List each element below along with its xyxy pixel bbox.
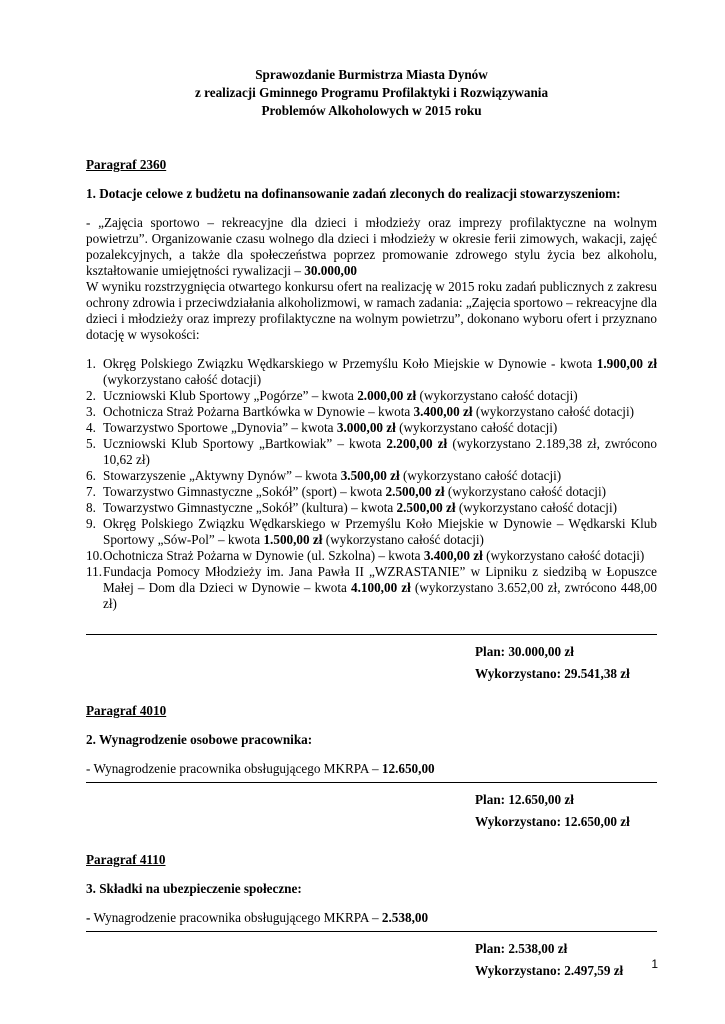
grant-list-item xyxy=(86,420,657,436)
grant-item-status: (wykorzystano całość dotacji) xyxy=(395,420,558,435)
grant-item-amount: 3.500,00 zł xyxy=(340,468,400,483)
grant-item-number: 7. xyxy=(86,484,96,499)
grant-item-amount: 3.000,00 zł xyxy=(336,420,396,435)
paragraf-4010-label: Paragraf 4010 xyxy=(86,703,167,718)
grant-item-text: Okręg Polskiego Związku Wędkarskiego w Przemyślu Koło Miejskie w Dynowie - kwota xyxy=(103,356,597,371)
section-1-result: W wyniku rozstrzygnięcia otwartego konkursu ofert na realizację w 2015 roku zadań publicznych z zakresu ochrony zdrowia i przeciwdziałania alkoholizmowi, w ramach zadania: „Zajęcia sportowo – rekreacyjne dla dzieci i młodzieży oraz imprezy profilaktyczne na wolnym powietrzu”, dokonano wyboru ofert i przyznano dotację w wysokości: xyxy=(86,279,657,342)
grant-item-number: 2. xyxy=(86,388,96,403)
grant-list-item xyxy=(86,404,657,420)
grant-list-item xyxy=(86,388,657,404)
section-3-heading: 3. Składki na ubezpieczenie społeczne: xyxy=(86,881,302,896)
section-2-plan: Plan: 12.650,00 zł xyxy=(475,792,574,807)
grant-list-item xyxy=(86,468,657,484)
section-1-used: Wykorzystano: 29.541,38 zł xyxy=(475,666,630,681)
grant-item-text: Towarzystwo Sportowe „Dynovia” – kwota xyxy=(103,420,337,435)
grant-item-number: 11. xyxy=(86,564,102,579)
section-1-summary xyxy=(475,641,657,685)
grant-list-item xyxy=(86,564,657,612)
grant-item-amount: 1.500,00 zł xyxy=(263,532,323,547)
grant-item-status: (wykorzystano całość dotacji) xyxy=(103,372,262,387)
grant-item-text: Ochotnicza Straż Pożarna w Dynowie (ul. Szkolna) – kwota xyxy=(103,548,424,563)
page-number: 1 xyxy=(651,957,658,971)
grant-item-text: Towarzystwo Gimnastyczne „Sokół” (kultura) – kwota xyxy=(103,500,397,515)
section-3-divider xyxy=(86,931,657,932)
grant-item-status: (wykorzystano 3.652,00 zł, zwrócono 448,00 zł) xyxy=(103,580,657,611)
grant-item-text: Stowarzyszenie „Aktywny Dynów” – kwota xyxy=(103,468,341,483)
grant-item-number: 1. xyxy=(86,356,96,371)
section-3-line-amount: 2.538,00 xyxy=(381,910,429,925)
grant-list-item xyxy=(86,548,657,564)
paragraf-2360-label: Paragraf 2360 xyxy=(86,157,167,172)
section-3-line-dash: - xyxy=(86,910,91,925)
grant-list-item xyxy=(86,484,657,500)
grant-item-text: Towarzystwo Gimnastyczne „Sokół” (sport) – kwota xyxy=(103,484,386,499)
grant-item-status: (wykorzystano całość dotacji) xyxy=(472,404,635,419)
section-3-line xyxy=(86,910,657,926)
section-2-heading: 2. Wynagrodzenie osobowe pracownika: xyxy=(86,732,313,747)
grant-item-amount: 4.100,00 zł xyxy=(351,580,411,595)
title-line-2: z realizacji Gminnego Programu Profilaktyki i Rozwiązywania xyxy=(194,85,549,100)
section-1-description-amount: 30.000,00 xyxy=(304,263,358,278)
grant-item-status: (wykorzystano całość dotacji) xyxy=(322,532,484,547)
grant-list-item xyxy=(86,356,657,388)
document-title xyxy=(86,66,657,120)
grant-list-item xyxy=(86,436,657,468)
title-line-3: Problemów Alkoholowych w 2015 roku xyxy=(261,103,482,118)
title-line-1: Sprawozdanie Burmistrza Miasta Dynów xyxy=(255,67,488,82)
grant-item-text: Okręg Polskiego Związku Wędkarskiego w Przemyślu Koło Miejskie w Dynowie – Wędkarski Klub Sportowy „Sów-Pol” – kwota xyxy=(103,516,657,547)
section-1-divider xyxy=(86,634,657,635)
grant-item-amount: 3.400,00 zł xyxy=(423,548,483,563)
grant-item-status: (wykorzystano całość dotacji) xyxy=(482,548,645,563)
grant-item-number: 10. xyxy=(86,548,103,563)
paragraf-4110-label: Paragraf 4110 xyxy=(86,852,166,867)
section-3-line-text: Wynagrodzenie pracownika obsługującego MKRPA – xyxy=(90,910,382,925)
grant-item-amount: 1.900,00 zł xyxy=(596,356,657,371)
grant-item-amount: 2.500,00 zł xyxy=(396,500,456,515)
section-1-description-text: - „Zajęcia sportowo – rekreacyjne dla dzieci i młodzieży oraz imprezy profilaktyczne na wolnym powietrzu”. Organizowanie czasu wolnego dla dzieci i młodzieży w okresie ferii zimowych, wakacji, zajęć pozalekcyjnych, a także dla społeczeństwa poprzez promowanie zdrowego stylu życia bez alkoholu, kształtowanie umiejętności rywalizacji – xyxy=(86,215,657,278)
grant-item-status: (wykorzystano 2.189,38 zł, zwrócono 10,62 zł) xyxy=(103,436,657,467)
grant-item-amount: 3.400,00 zł xyxy=(413,404,473,419)
grant-list-item xyxy=(86,516,657,548)
section-2-divider xyxy=(86,782,657,783)
grants-list xyxy=(86,356,657,612)
grant-item-number: 8. xyxy=(86,500,96,515)
grant-item-status: (wykorzystano całość dotacji) xyxy=(399,468,562,483)
section-2-used: Wykorzystano: 12.650,00 zł xyxy=(475,814,630,829)
grant-item-status: (wykorzystano całość dotacji) xyxy=(444,484,607,499)
section-3-summary xyxy=(475,938,657,982)
grant-item-number: 3. xyxy=(86,404,96,419)
section-2-line-text: - Wynagrodzenie pracownika obsługującego MKRPA – xyxy=(86,761,382,776)
section-1-heading: 1. Dotacje celowe z budżetu na dofinansowanie zadań zleconych do realizacji stowarzyszeniom: xyxy=(86,186,621,201)
grant-item-amount: 2.000,00 zł xyxy=(357,388,417,403)
grant-item-status: (wykorzystano całość dotacji) xyxy=(416,388,578,403)
grant-item-number: 5. xyxy=(86,436,96,451)
section-1-plan: Plan: 30.000,00 zł xyxy=(475,644,574,659)
document-page xyxy=(86,66,657,982)
section-2-summary xyxy=(475,789,657,833)
grant-item-number: 4. xyxy=(86,420,96,435)
grant-item-status: (wykorzystano całość dotacji) xyxy=(455,500,618,515)
section-3-used: Wykorzystano: 2.497,59 zł xyxy=(475,963,624,978)
section-2-line-amount: 12.650,00 xyxy=(381,761,435,776)
grant-item-text: Uczniowski Klub Sportowy „Pogórze” – kwota xyxy=(103,388,358,403)
section-2-line xyxy=(86,761,657,777)
grant-item-number: 6. xyxy=(86,468,96,483)
grant-list-item xyxy=(86,500,657,516)
grant-item-text: Ochotnicza Straż Pożarna Bartkówka w Dynowie – kwota xyxy=(103,404,414,419)
grant-item-amount: 2.500,00 zł xyxy=(385,484,445,499)
section-3-plan: Plan: 2.538,00 zł xyxy=(475,941,568,956)
grant-item-text: Fundacja Pomocy Młodzieży im. Jana Pawła II „WZRASTANIE” w Lipniku z siedzibą w Łopuszce Małej – Dom dla Dzieci w Dynowie – kwota xyxy=(103,564,657,595)
grant-item-text: Uczniowski Klub Sportowy „Bartkowiak” – kwota xyxy=(103,436,387,451)
section-1-description xyxy=(86,215,657,279)
grant-item-amount: 2.200,00 zł xyxy=(386,436,448,451)
grant-item-number: 9. xyxy=(86,516,96,531)
